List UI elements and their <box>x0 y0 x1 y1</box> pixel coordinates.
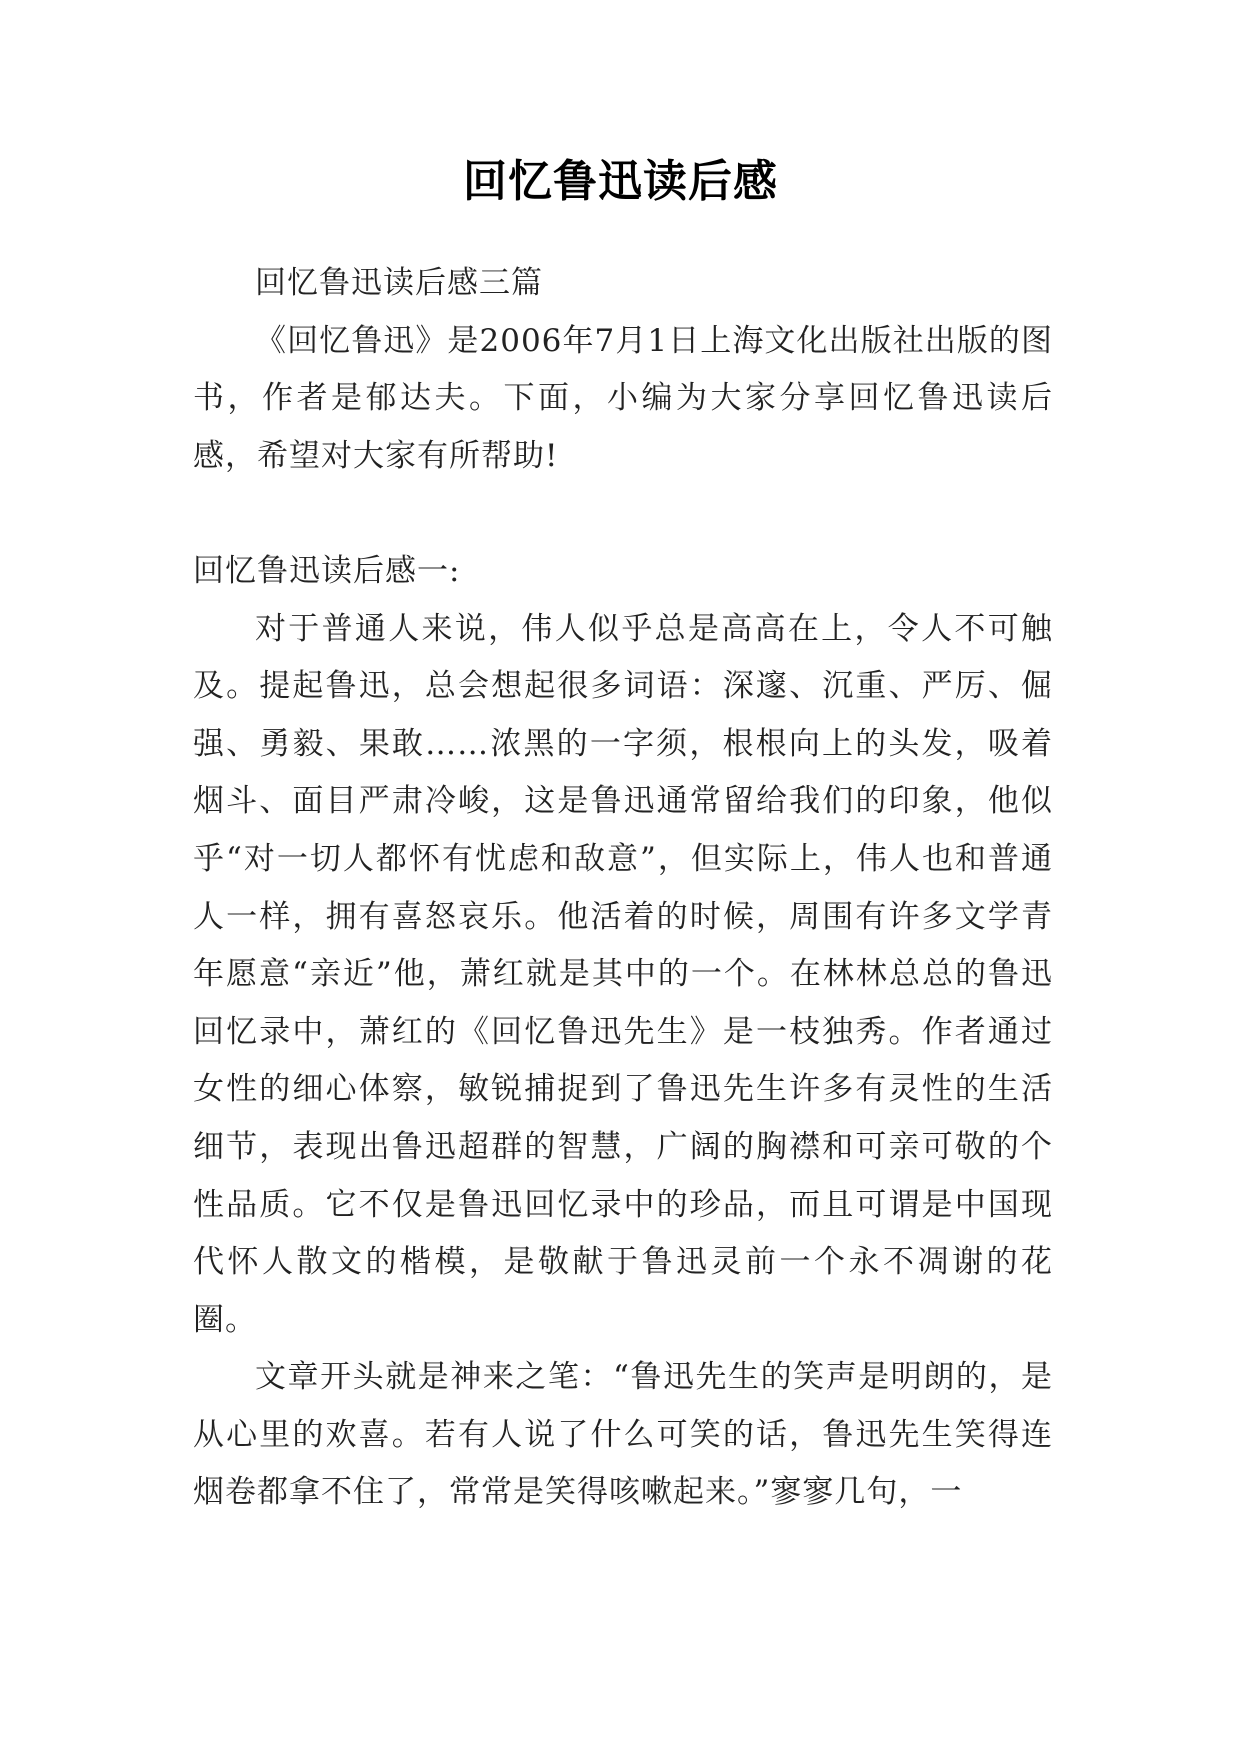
paragraph-gap <box>193 485 1053 543</box>
subtitle-line: 回忆鲁迅读后感三篇 <box>255 265 543 301</box>
document-title: 回忆鲁迅读后感 <box>463 156 778 207</box>
body-paragraph-2: 文章开头就是神来之笔：“鲁迅先生的笑声是明朗的，是从心里的欢喜。若有人说了什么可笑的话，鲁迅先生笑得连烟卷都拿不住了，常常是笑得咳嗽起来。”寥寥几句，一 <box>193 1359 1053 1511</box>
section-heading: 回忆鲁迅读后感一: <box>193 552 461 589</box>
body-paragraph-1: 对于普通人来说，伟人似乎总是高高在上，令人不可触及。提起鲁迅，总会想起很多词语：深邃、沉重、严厉、倔强、勇毅、果敢……浓黑的一字须，根根向上的头发，吸着烟斗、面目严肃冷峻，这是鲁迅通常留给我们的印象，他似乎“对一切人都怀有忧虑和敌意”，但实际上，伟人也和普通人一样，拥有喜怒哀乐。他活着的时候，周围有许多文学青年愿意“亲近”他，萧红就是其中的一个。在林林总总的鲁迅回忆录中，萧红的《回忆鲁迅先生》是一枝独秀。作者通过女性的细心体察，敏锐捕捉到了鲁迅先生许多有灵性的生活细节，表现出鲁迅超群的智慧，广阔的胸襟和可亲可敬的个性品质。它不仅是鲁迅回忆录中的珍品，而且可谓是中国现代怀人散文的楷模，是敬献于鲁迅灵前一个永不凋谢的花圈。 <box>193 610 1053 1338</box>
intro-paragraph: 《回忆鲁迅》是2006年7月1日上海文化出版社出版的图书，作者是郁达夫。下面，小编为大家分享回忆鲁迅读后感，希望对大家有所帮助! <box>193 322 1053 474</box>
document-body <box>193 255 1053 1522</box>
